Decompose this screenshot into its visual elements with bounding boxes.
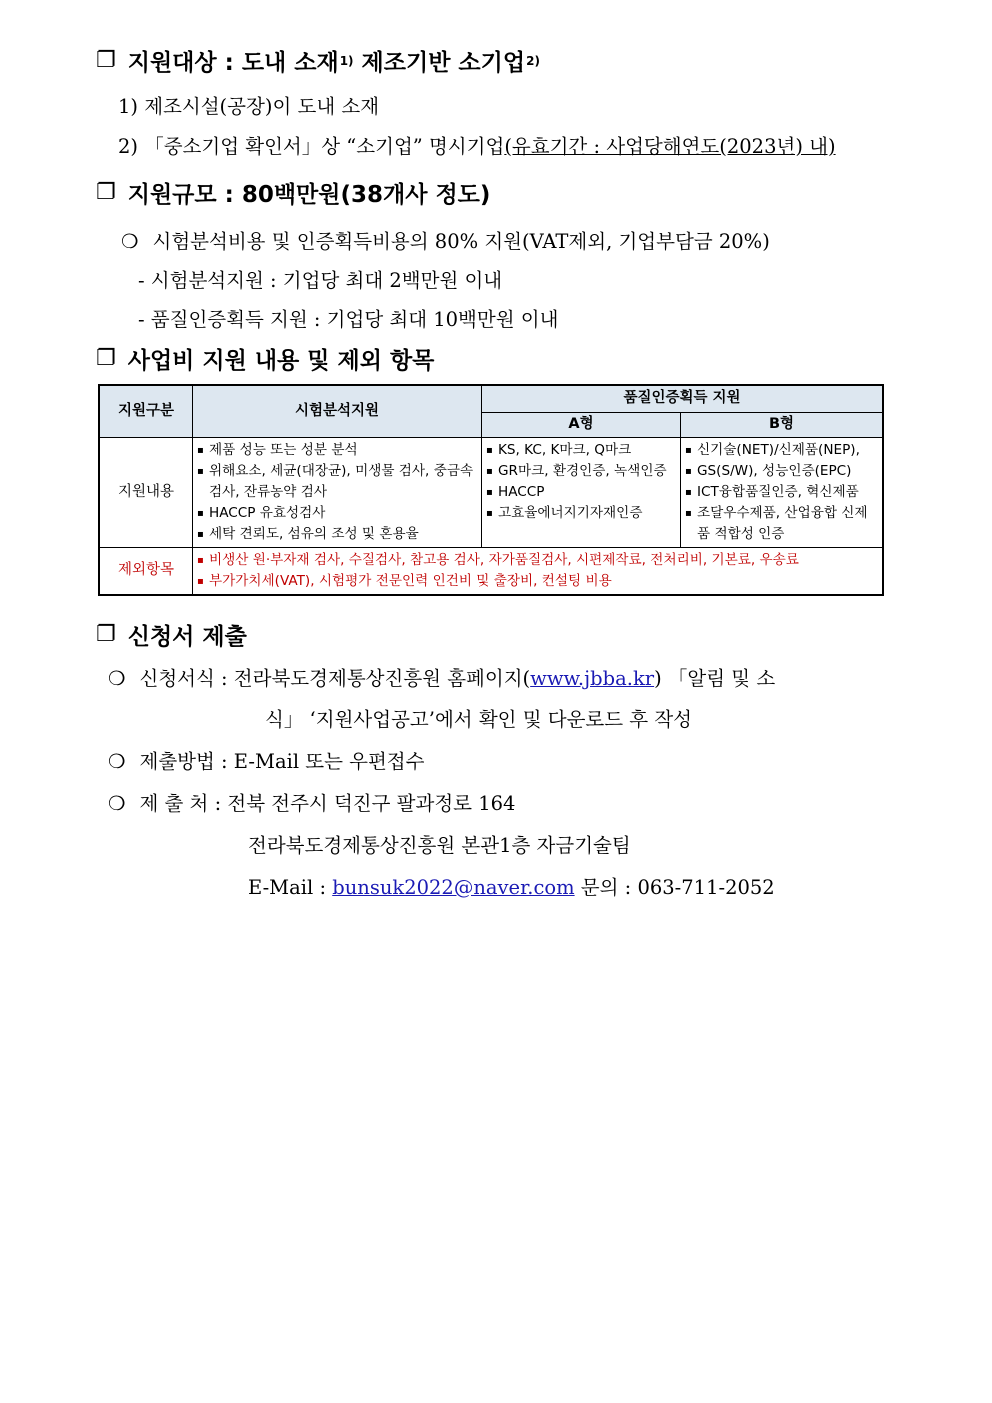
- contact-phone: 문의 : 063-711-2052: [574, 876, 775, 899]
- section-application-heading: [96, 618, 247, 651]
- list-item: ▪ 비생산 원·부자재 검사, 수질검사, 참고용 검사, 자가품질검사, 시편제작료, 전처리비, 기본료, 우송료: [197, 550, 878, 571]
- email-link[interactable]: bunsuk2022@naver.com: [332, 876, 575, 899]
- square-bullet-icon: ▪: [197, 465, 204, 477]
- header-type-b: B형: [681, 412, 884, 437]
- list-item: ▪ 조달우수제품, 산업융합 신제품 적합성 인증: [685, 503, 878, 545]
- square-bullet-icon: ▪: [197, 554, 204, 566]
- square-bullet-icon: ▪: [685, 486, 692, 498]
- type-b-items: [681, 437, 884, 547]
- destination-address: 제 출 처 : 전북 전주시 덕진구 팔과정로 164: [139, 792, 516, 815]
- square-bullet-icon: ▪: [685, 444, 692, 456]
- circle-bullet-icon: ❍: [108, 667, 126, 690]
- square-bullet-icon: ❐: [96, 180, 116, 205]
- list-item: ▪ ICT융합품질인증, 혁신제품: [685, 482, 878, 503]
- square-bullet-icon: ▪: [486, 444, 493, 456]
- destination-line: [108, 788, 515, 816]
- list-item: ▪ HACCP 유효성검사: [197, 503, 477, 524]
- square-bullet-icon: ▪: [197, 528, 204, 540]
- application-form-line-2: 식」 ‘지원사업공고’에서 확인 및 다운로드 후 작성: [265, 708, 692, 731]
- list-item: ▪ GS(S/W), 성능인증(EPC): [685, 461, 878, 482]
- header-type-a: A형: [482, 412, 681, 437]
- email-label: E-Mail :: [248, 876, 333, 899]
- heading-text-b: 제조기반 소기업: [353, 50, 526, 76]
- section-expense-heading: [96, 342, 434, 375]
- contact-line: [248, 872, 775, 900]
- target-condition-2: [118, 131, 836, 159]
- footnote-marker-2: 2): [526, 53, 540, 68]
- header-cert-support: 품질인증획득 지원: [482, 385, 884, 412]
- destination-team: 전라북도경제통상진흥원 본관1층 자금기술팀: [248, 834, 631, 857]
- header-category: 지원구분: [99, 385, 193, 437]
- heading-text-a: 지원대상 : 도내 소재: [127, 50, 339, 76]
- list-item: ▪ 세탁 견뢰도, 섬유의 조성 및 혼용율: [197, 524, 477, 545]
- form-after: ) 「알림 및 소: [654, 667, 776, 690]
- list-item: ▪ GR마크, 환경인증, 녹색인증: [486, 461, 676, 482]
- list-item: ▪ 위해요소, 세균(대장균), 미생물 검사, 중금속 검사, 잔류농약 검사: [197, 461, 477, 503]
- form-label: 신청서식 : 전라북도경제통상진흥원 홈페이지(: [139, 667, 531, 690]
- header-test-support: 시험분석지원: [193, 385, 482, 437]
- application-form-line: [108, 663, 775, 691]
- validity-period: (유효기간 : 사업당해연도(2023년) 내): [504, 135, 836, 158]
- square-bullet-icon: ❐: [96, 622, 116, 647]
- square-bullet-icon: ❐: [96, 48, 116, 73]
- cert-support-limit: - 품질인증획득 지원 : 기업당 최대 10백만원 이내: [138, 308, 559, 331]
- test-support-items: [193, 437, 482, 547]
- section-support-target-heading: [96, 44, 540, 77]
- circle-bullet-icon: ❍: [108, 750, 126, 773]
- list-item: ▪ 부가가치세(VAT), 시험평가 전문인력 인건비 및 출장비, 컨설팅 비용: [197, 571, 878, 592]
- square-bullet-icon: ▪: [486, 507, 493, 519]
- heading-text: 지원규모 : 80백만원(38개사 정도): [127, 182, 491, 208]
- support-rate-line: [121, 226, 770, 254]
- row-label-exclusions: 제외항목: [99, 547, 193, 595]
- square-bullet-icon: ▪: [685, 465, 692, 477]
- footnote-marker-1: 1): [339, 53, 354, 68]
- support-rate-text: 시험분석비용 및 인증획득비용의 80% 지원(VAT제외, 기업부담금 20%): [152, 230, 770, 253]
- section-support-scale-heading: [96, 176, 490, 209]
- excluded-items: [193, 547, 884, 595]
- circle-bullet-icon: ❍: [121, 230, 139, 253]
- square-bullet-icon: ▪: [486, 465, 493, 477]
- list-item: ▪ 고효율에너지기자재인증: [486, 503, 676, 524]
- list-item: ▪ KS, KC, K마크, Q마크: [486, 440, 676, 461]
- target-condition-2-text: 2) 「중소기업 확인서」상 “소기업” 명시기업: [118, 135, 505, 158]
- submission-method-line: [108, 746, 424, 774]
- square-bullet-icon: ▪: [197, 444, 204, 456]
- test-support-limit: - 시험분석지원 : 기업당 최대 2백만원 이내: [138, 269, 503, 292]
- list-item: ▪ 신기술(NET)/신제품(NEP),: [685, 440, 878, 461]
- target-condition-1: 1) 제조시설(공장)이 도내 소재: [118, 95, 380, 118]
- square-bullet-icon: ▪: [486, 486, 493, 498]
- row-label-content: 지원내용: [99, 437, 193, 547]
- heading-text: 사업비 지원 내용 및 제외 항목: [127, 348, 435, 374]
- square-bullet-icon: ▪: [685, 507, 692, 519]
- square-bullet-icon: ▪: [197, 575, 204, 587]
- list-item: ▪ HACCP: [486, 482, 676, 503]
- homepage-link[interactable]: www.jbba.kr: [530, 667, 655, 690]
- support-items-table: [98, 384, 884, 596]
- submission-method: 제출방법 : E-Mail 또는 우편접수: [139, 750, 425, 773]
- square-bullet-icon: ▪: [197, 507, 204, 519]
- heading-text: 신청서 제출: [127, 624, 247, 650]
- square-bullet-icon: ❐: [96, 346, 116, 371]
- circle-bullet-icon: ❍: [108, 792, 126, 815]
- list-item: ▪ 제품 성능 또는 성분 분석: [197, 440, 477, 461]
- type-a-items: [482, 437, 681, 547]
